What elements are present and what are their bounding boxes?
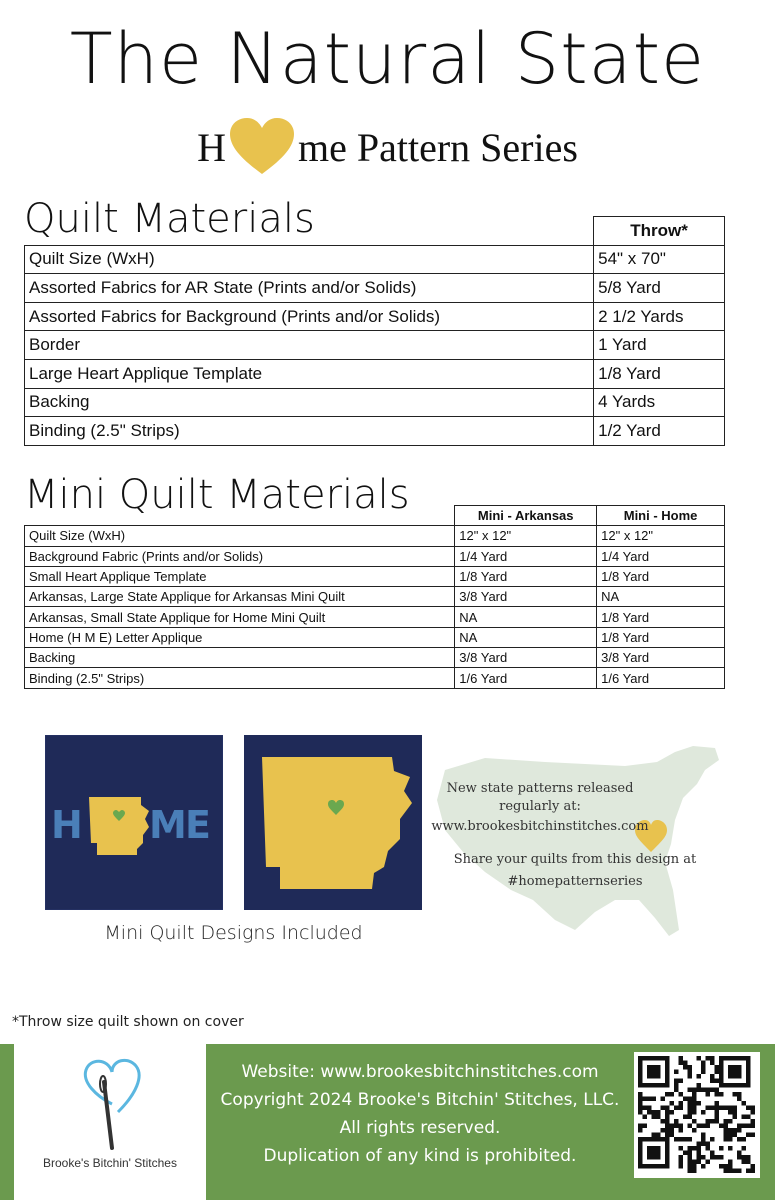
- material-label: Arkansas, Large State Applique for Arkansas Mini Quilt: [25, 587, 455, 607]
- mini-home-value: 1/8 Yard: [597, 566, 725, 586]
- needle-heart-logo-icon: [70, 1052, 154, 1152]
- table-row: [25, 607, 725, 627]
- mini-home-value: 1/8 Yard: [597, 607, 725, 627]
- mini-arkansas-value: 12" x 12": [455, 526, 597, 546]
- qr-code-icon[interactable]: [634, 1052, 760, 1178]
- mini-home-value: 1/4 Yard: [597, 546, 725, 566]
- material-label: Binding (2.5" Strips): [25, 668, 455, 688]
- home-mini-quilt-image: [45, 735, 223, 910]
- material-value: 1 Yard: [594, 331, 725, 360]
- column-header: Throw*: [594, 217, 725, 246]
- header-blank-cell: [25, 506, 455, 526]
- table-row: [25, 526, 725, 546]
- subtitle: [0, 118, 775, 176]
- mini-home-value: 1/8 Yard: [597, 627, 725, 647]
- arkansas-mini-quilt-image: [244, 735, 422, 910]
- mini-home-value: 12" x 12": [597, 526, 725, 546]
- quilt-materials-title: Quilt Materials: [24, 196, 315, 242]
- material-label: Backing: [25, 388, 594, 417]
- map-share-line: Share your quilts from this design at: [453, 852, 697, 867]
- material-value: 5/8 Yard: [594, 274, 725, 303]
- material-label: Arkansas, Small State Applique for Home Mini Quilt: [25, 607, 455, 627]
- material-label: Quilt Size (WxH): [25, 245, 594, 274]
- map-website-link[interactable]: www.brookesbitchinstitches.com: [431, 819, 649, 834]
- header-blank-cell: [25, 217, 594, 246]
- material-label: Border: [25, 331, 594, 360]
- home-letter-h: H: [51, 803, 83, 847]
- logo-text: Brooke's Bitchin' Stitches: [43, 1156, 177, 1170]
- mini-materials-title: Mini Quilt Materials: [24, 472, 410, 518]
- mini-arkansas-value: 3/8 Yard: [455, 648, 597, 668]
- table-row: [25, 668, 725, 688]
- mini-arkansas-value: 1/6 Yard: [455, 668, 597, 688]
- mini-quilt-caption: Mini Quilt Designs Included: [104, 922, 363, 944]
- table-row: [25, 302, 725, 331]
- table-row: [25, 566, 725, 586]
- footer-copyright: Copyright 2024 Brooke's Bitchin' Stitches, LLC.: [220, 1090, 620, 1110]
- material-label: Assorted Fabrics for AR State (Prints and/or Solids): [25, 274, 594, 303]
- column-header: Mini - Arkansas: [455, 506, 597, 526]
- material-value: 4 Yards: [594, 388, 725, 417]
- material-value: 54" x 70": [594, 245, 725, 274]
- map-hashtag: #homepatternseries: [507, 874, 643, 889]
- mini-arkansas-value: NA: [455, 607, 597, 627]
- mini-home-value: 1/6 Yard: [597, 668, 725, 688]
- material-label: Binding (2.5" Strips): [25, 417, 594, 446]
- material-label: Backing: [25, 648, 455, 668]
- map-release-line2: regularly at:: [499, 799, 581, 814]
- footer-duplication: Duplication of any kind is prohibited.: [263, 1146, 577, 1166]
- table-row: [25, 331, 725, 360]
- footer-text: [206, 1058, 634, 1170]
- table-row: [25, 417, 725, 446]
- footer-website[interactable]: Website: www.brookesbitchinstitches.com: [241, 1062, 599, 1082]
- mini-arkansas-value: 1/8 Yard: [455, 566, 597, 586]
- material-label: Large Heart Applique Template: [25, 359, 594, 388]
- logo: [14, 1036, 206, 1200]
- table-row: [25, 587, 725, 607]
- subtitle-suffix: me Pattern Series: [297, 124, 578, 170]
- map-release-line1: New state patterns released: [446, 781, 634, 796]
- table-header-row: [25, 506, 725, 526]
- table-header-row: [25, 217, 725, 246]
- mini-home-value: 3/8 Yard: [597, 648, 725, 668]
- material-value: 2 1/2 Yards: [594, 302, 725, 331]
- home-letter-e: E: [185, 803, 211, 847]
- page-title: The Natural State: [69, 18, 706, 100]
- table-row: [25, 359, 725, 388]
- material-label: Quilt Size (WxH): [25, 526, 455, 546]
- quilt-materials-table: [24, 216, 725, 446]
- mini-arkansas-value: 1/4 Yard: [455, 546, 597, 566]
- mini-arkansas-value: NA: [455, 627, 597, 647]
- material-value: 1/8 Yard: [594, 359, 725, 388]
- table-row: [25, 245, 725, 274]
- home-letter-m: M: [149, 803, 187, 847]
- table-row: [25, 627, 725, 647]
- table-row: [25, 274, 725, 303]
- table-row: [25, 546, 725, 566]
- material-value: 1/2 Yard: [594, 417, 725, 446]
- us-map-image: [425, 740, 725, 940]
- mini-materials-table: [24, 505, 725, 689]
- footnote: *Throw size quilt shown on cover: [12, 1014, 244, 1030]
- material-label: Small Heart Applique Template: [25, 566, 455, 586]
- material-label: Background Fabric (Prints and/or Solids): [25, 546, 455, 566]
- table-row: [25, 388, 725, 417]
- column-header: Mini - Home: [597, 506, 725, 526]
- table-row: [25, 648, 725, 668]
- heart-icon: [230, 118, 294, 176]
- material-label: Home (H M E) Letter Applique: [25, 627, 455, 647]
- mini-home-value: NA: [597, 587, 725, 607]
- footer-rights: All rights reserved.: [339, 1118, 501, 1138]
- material-label: Assorted Fabrics for Background (Prints and/or Solids): [25, 302, 594, 331]
- mini-arkansas-value: 3/8 Yard: [455, 587, 597, 607]
- subtitle-prefix: H: [197, 124, 226, 170]
